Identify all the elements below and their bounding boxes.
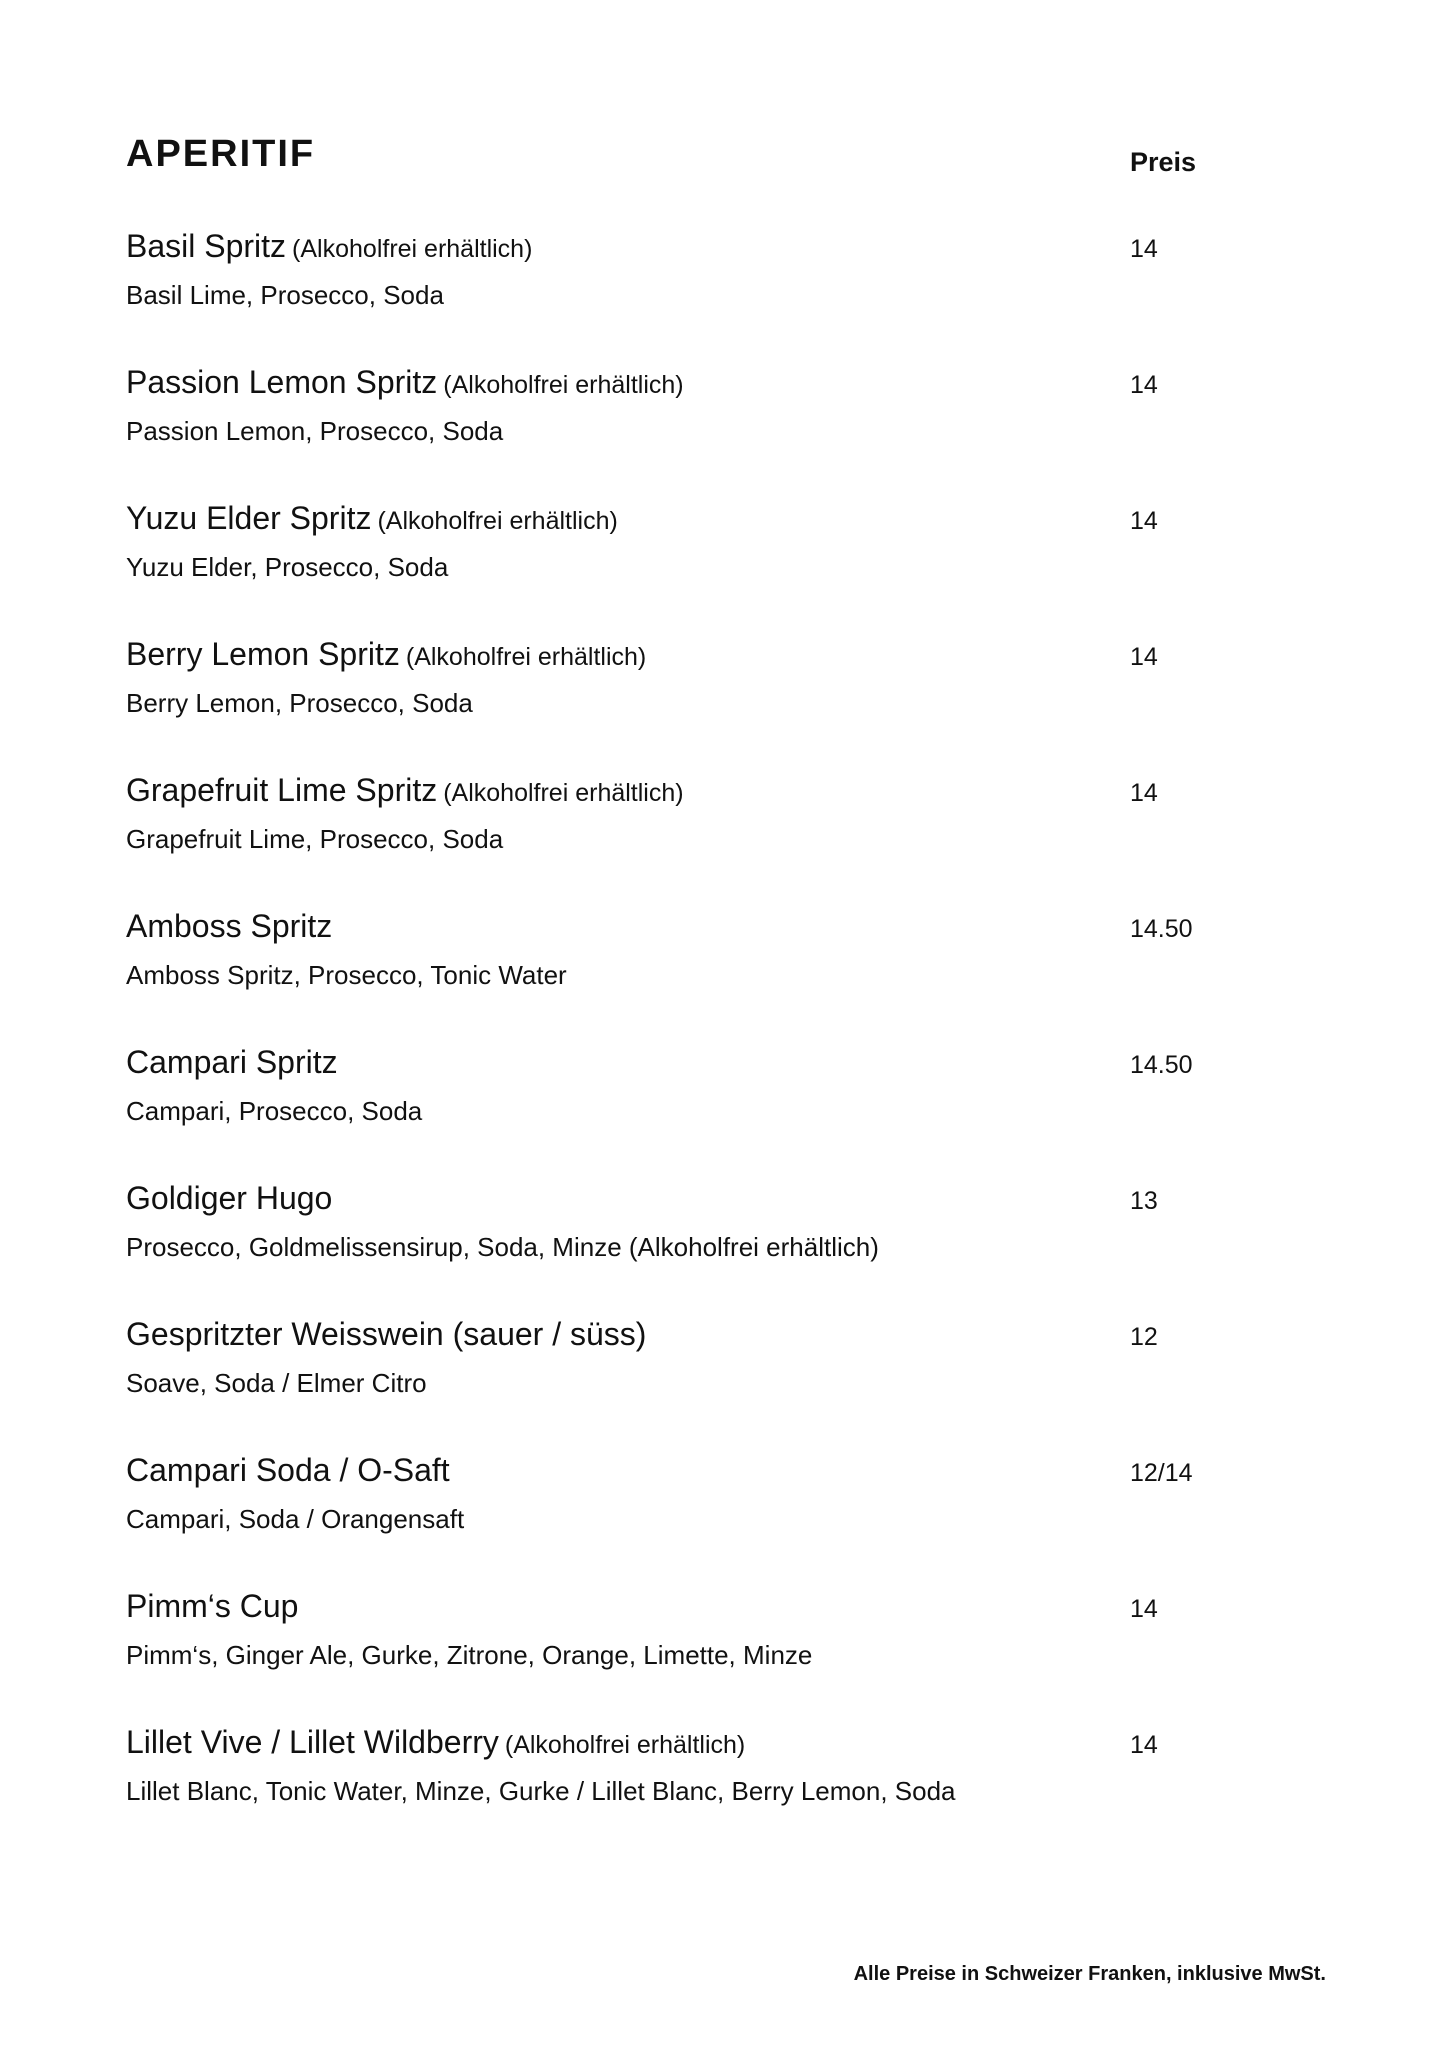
item-note: (Alkoholfrei erhältlich) <box>405 643 647 671</box>
item-description: Campari, Prosecco, Soda <box>126 1096 423 1126</box>
menu-item <box>126 1588 1276 1724</box>
item-description: Basil Lime, Prosecco, Soda <box>126 280 444 310</box>
item-price: 14.50 <box>1130 1051 1193 1079</box>
item-price: 14 <box>1130 507 1158 535</box>
item-title <box>126 636 646 673</box>
item-description: Prosecco, Goldmelissensirup, Soda, Minze (Alkoholfrei erhältlich) <box>126 1232 879 1262</box>
menu-item <box>126 636 1276 772</box>
item-description: Amboss Spritz, Prosecco, Tonic Water <box>126 960 567 990</box>
item-note: (Alkoholfrei erhältlich) <box>377 507 618 535</box>
item-description: Berry Lemon, Prosecco, Soda <box>126 688 473 718</box>
item-description: Lillet Blanc, Tonic Water, Minze, Gurke / Lillet Blanc, Berry Lemon, Soda <box>126 1776 956 1806</box>
item-name: Campari Spritz <box>126 1044 338 1080</box>
item-price: 14 <box>1130 1731 1158 1759</box>
menu-item <box>126 1044 1276 1180</box>
footer-note: Alle Preise in Schweizer Franken, inklusive MwSt. <box>853 1963 1326 1985</box>
item-name: Berry Lemon Spritz <box>126 636 400 672</box>
item-name: Basil Spritz <box>126 228 287 264</box>
item-name: Grapefruit Lime Spritz <box>126 772 438 808</box>
item-note: (Alkoholfrei erhältlich) <box>292 235 533 263</box>
menu-item <box>126 500 1276 636</box>
item-title <box>126 1044 344 1081</box>
item-name: Yuzu Elder Spritz <box>126 500 372 536</box>
item-price: 13 <box>1130 1187 1158 1215</box>
item-description: Yuzu Elder, Prosecco, Soda <box>126 552 449 582</box>
item-price: 14 <box>1130 235 1158 263</box>
item-price: 14 <box>1130 371 1158 399</box>
menu-item <box>126 772 1276 908</box>
item-description: Campari, Soda / Orangensaft <box>126 1504 465 1534</box>
item-price: 12/14 <box>1130 1459 1193 1487</box>
menu-item <box>126 1180 1276 1316</box>
item-title <box>126 1452 456 1489</box>
item-description: Soave, Soda / Elmer Citro <box>126 1368 427 1398</box>
item-price: 14 <box>1130 643 1158 671</box>
menu-list <box>126 228 1276 1860</box>
section-title: APERITIF <box>126 133 316 175</box>
item-description: Passion Lemon, Prosecco, Soda <box>126 416 504 446</box>
item-title <box>126 500 618 537</box>
price-column-header: Preis <box>1130 147 1197 177</box>
menu-item <box>126 364 1276 500</box>
item-title <box>126 1724 745 1761</box>
item-note: (Alkoholfrei erhältlich) <box>504 1731 746 1759</box>
item-title <box>126 364 684 401</box>
item-name: Amboss Spritz <box>126 908 333 944</box>
item-note: (Alkoholfrei erhältlich) <box>443 779 684 807</box>
item-title <box>126 772 684 809</box>
item-price: 14 <box>1130 779 1158 807</box>
item-price: 14.50 <box>1130 915 1193 943</box>
menu-item <box>126 228 1276 364</box>
item-name: Passion Lemon Spritz <box>126 364 438 400</box>
item-description: Pimm‘s, Ginger Ale, Gurke, Zitrone, Orange, Limette, Minze <box>126 1640 813 1670</box>
item-price: 14 <box>1130 1595 1158 1623</box>
item-title <box>126 1180 338 1217</box>
menu-item <box>126 1452 1276 1588</box>
item-title <box>126 1316 652 1353</box>
item-name: Goldiger Hugo <box>126 1180 333 1216</box>
item-name: Pimm‘s Cup <box>126 1588 299 1624</box>
menu-item <box>126 1724 1276 1860</box>
item-name: Lillet Vive / Lillet Wildberry <box>126 1724 499 1760</box>
item-description: Grapefruit Lime, Prosecco, Soda <box>126 824 504 854</box>
item-title <box>126 908 338 945</box>
item-title <box>126 228 532 265</box>
item-name: Gespritzter Weisswein (sauer / süss) <box>126 1316 647 1352</box>
item-note: (Alkoholfrei erhältlich) <box>443 371 684 399</box>
menu-item <box>126 1316 1276 1452</box>
item-price: 12 <box>1130 1323 1158 1351</box>
menu-item <box>126 908 1276 1044</box>
item-name: Campari Soda / O-Saft <box>126 1452 450 1488</box>
item-title <box>126 1588 304 1625</box>
